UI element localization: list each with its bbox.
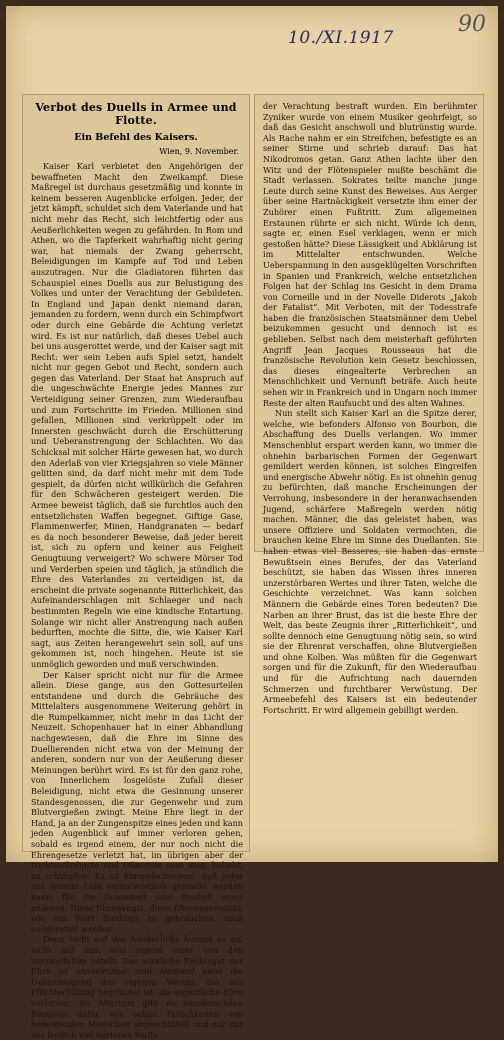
- paragraph: Nun stellt sich Kaiser Karl an die Spitze derer, welche, wie befonders Alfonso von Bourbon, die Abschaffung des Duells verlangen. Wo immer Menschenblut erspart werden kann, wo immer die ohnehin barbarischen Formen der Gegenwart gemildert werden können, ist solches Eingreifen und energische Abwehr nötig. Es ist ohnehin genug zu befürchten, daß manche Erscheinungen der Verrohung, insbesondere in der heranwachsenden Jugend, schärfere Maßregeln werden nötig machen. Männer, die das geleistet haben, was unsere Offiziere und Soldaten vermochten, die brauchen keine Ehre im Sinne des Duellanten. Sie haben etwas viel Besseres, sie haben das ernste Bewußtsein eines Berufes, der das Vaterland beschützt, sie haben das Wissen ihres inneren unzerstörbaren Wertes und ihrer Taten, welche die Geschichte verzeichnet. Was kann solchen Männern die Gebärde eines Toren bedeuten? Die Narben an ihrer Brust, das ist die beste Ehre der Welt, das beste Zeugnis ihrer „Ritterlichkeit“, und sollte dennoch eine Genugtuung nötig sein, so wird sie der Ehrenrat verschaffen, ohne Blutvergießen und ohne Kolben. Was müßten für die Gegenwart sorgen und für die Zukunft, für den Wiederaufbau und für die Aufrichtung nach dauernden Schmerzen und furchtbarer Verwüstung. Der Armeebefehl des Kaisers ist ein bedeutender Fortschritt. Er wird allgemein gebilligt werden.: [263, 408, 477, 715]
- archive-sheet: [6, 6, 498, 1040]
- right-column-text: [263, 101, 477, 715]
- article-subtitle: Ein Befehl des Kaisers.: [74, 132, 198, 143]
- left-column-text: [31, 161, 243, 1040]
- article-dateline: Wien, 9. November.: [159, 147, 239, 156]
- paragraph: Denn nicht auf das Aeußerliche kommt es an, nicht auf das, was irgend einer von den Verzweifelten urteilt. Das wirkliche Rechtsgut der Ehre ist unverletzbar und niemand kann die Ueberzeugung des eigenen Wertes, die aus Pflichterfüllung begründet ist, die eigentliche Ehre verletzen. Im Altertum gibt es wunderschöne Beispiele dafür, wie selbst Tätlichkeiten von bedeutenden Menschen abgeschüttelt und nur mit der freilich viel härteren Waffe: [31, 934, 243, 1040]
- clipping-right-column: [254, 94, 484, 715]
- article-title: Verbot des Duells in Armee und Flotte.: [35, 101, 237, 127]
- article-header: [23, 101, 249, 156]
- paragraph: der Verachtung bestraft wurden. Ein berühmter Zyniker wurde von einem Musiker geohrfeigt, so daß das Gesicht anschwoll und blutrünstig wurde. Als Rache nahm er ein Streifchen, befestigte es an seiner Stirne und schrieb darauf: Das hat Nikodromos getan. Ganz Athen lachte über den Witz und der Flötenspieler mußte beschämt die Stadt verlassen. Sokrates teilte manche junge Leute durch seine Kunst des Beweises. Aus Aerger über seine Hartnäckigkeit versetzte ihm einer der Zuhörer einen Fußtritt. Zum allgemeinen Erstaunen rührte er sich nicht. Würde ich denn, sagte er, einen Esel verklagen, wenn er mich gestoßen hätte? Diese Lässigkeit und Abklärung ist im Mittelalter entschwunden. Welche Ueberspannung in den ausgeklügelten Vorschriften in Spanien und Frankreich, welche entsetzlichen Folgen hat der Schlag ins Gesicht in dem Drama von Corneille und in der Novelle Diderots „Jakob der Fatalist“. Mit Verboten, mit der Todesstrafe haben die französischen Staatsmänner dem Uebel beizukommen gesucht und dennoch ist es geblieben. Selbst nach dem meisterhaft geführten Angriff Jean Jacques Rousseaus hat die französische Revolution kein Gesetz beschlossen, das dieses eingealterte Verbrechen an Menschlichkeit und Vernunft beträfe. Auch heute sehen wir in Frankreich und in Ungarn noch immer Reste der alten Raufsucht und des alten Wahnes.: [263, 101, 477, 408]
- clipping-left-column: [22, 94, 250, 1040]
- page-number: 90: [458, 12, 486, 37]
- paragraph: Kaiser Karl verbietet den Angehörigen der bewaffneten Macht den Zweikampf. Diese Maßregel ist durchaus gesetzmäßig und konnte in keinem besseren Augenblicke erfolgen. Jeder, der jetzt kämpft, schuldet sich dem Vaterlande und hat nicht mehr das Recht, sich leichtfertig oder aus Aeußerlichkeiten wegen zu gefährden. In Rom und Athen, wo die Tapferkeit wahrhaftig nicht gering war, hat niemals der Zwang geherrscht, Beleidigungen im Kampfe auf Tod und Leben auszutragen. Nur die Gladiatoren führten das Schauspiel eines Duells aus zur Belustigung des Volkes und unter der Verachtung der Gebildeten. In England und Japan denkt niemand daran, jemanden zu fordern, wenn durch ein Schimpfwort oder durch eine Gebärde die Achtung verletzt wird. Es ist nur natürlich, daß dieses Uebel auch bei uns ausgerottet werde, und der Kaiser sagt mit Recht: wer sein Leben aufs Spiel setzt, handelt nicht nur gegen Gebot und Recht, sondern auch gegen das Vaterland. Der Staat hat Anspruch auf die ungeschwächte Energie jedes Mannes zur Verteidigung seiner Grenzen, zum Wiederaufbau und zum Fortschritte im Frieden. Millionen sind gefallen, Millionen sind verkrüppelt oder im Innersten geschwächt durch die Erschütterung und Ueberanstrengung der Schlachten. Wo das Schicksal mit solcher Härte gewesen hat, wo durch den Aderlaß von vier Kriegsjahren so viele Männer gelitten sind, da darf nicht mehr mit dem Tode gespielt, da dürfen nicht willkürlich die Gefahren für den Schwächeren gesteigert werden. Die Armee beweist täglich, daß sie furchtlos auch den entsetzlichsten Waffen begegnet. Giftige Gase, Flammenwerfer, Minen, Handgranaten — bedarf es da noch besonderer Beweise, daß jeder bereit ist, sich zu opfern und keiner aus Feigheit Genugtuung verweigert? Wo schwere Mörser Tod und Verderben speien und täglich, ja stündlich die Ehre des Vaterlandes zu verteidigen ist, da erscheint die private sogenannte Ritterlichkeit, das Aufeinanderschlagen mit Schlaeger und nach bestimmten Regeln wie eine kindische Entartung. Solange wir nicht aller Anstrengung nach außen bedurften, mochte die Sitte, die, wie Kaiser Karl sagt, aus Zeiten herangewehrt sein soll, auf uns gekommen ist, noch hingehen. Heute ist sie unmöglich geworden und muß verschwinden.: [31, 161, 243, 669]
- paragraph: Der Kaiser spricht nicht nur für die Armee allein. Diese gange, aus den Gottesurteilen entstandene und durch die Gebräuche des Mittelalters ausgenommene Weiterung gehört in die Rumpelkammer, nicht mehr in das Licht der Neuzeit. Schopenhauer hat in einer Abhandlung nachgewiesen, daß die Ehre im Sinne des Duellierenden nicht etwa von der Meinung der anderen, sondern nur von der Aeußerung dieser Meinungen berührt wird. Es ist für den ganz rohe, von Innerlichem losgelöste Zufall dieser Beleidigung, nicht etwa die Gesinnung unserer Standesgenossen, die zur Gegenwehr und zum Blutvergießen zwingt. Meine Ehre liegt in der Hand, ja an der Zungenspitze eines jeden und kann jeden Augenblick auf immer verloren gehen, sobald es irgend einem, der nur noch nicht die Ehrengesetze verletzt hat, im übrigen aber der Nichtswürdigste und Dümmste sein mag, beliebt, zu schimpfen. Es ist himmelschreiend, daß jeder mit seinem Leib verantwortlich gemacht werden kann, für die Dummheit oder Bosheit eines anderen. Diese Ehrenangst, diese Ehrennervosität, wie ein Wort Bindings zu gebrauchen, muß ausgerottet werden.: [31, 669, 243, 934]
- handwritten-date: 10./XI.1917: [288, 28, 394, 48]
